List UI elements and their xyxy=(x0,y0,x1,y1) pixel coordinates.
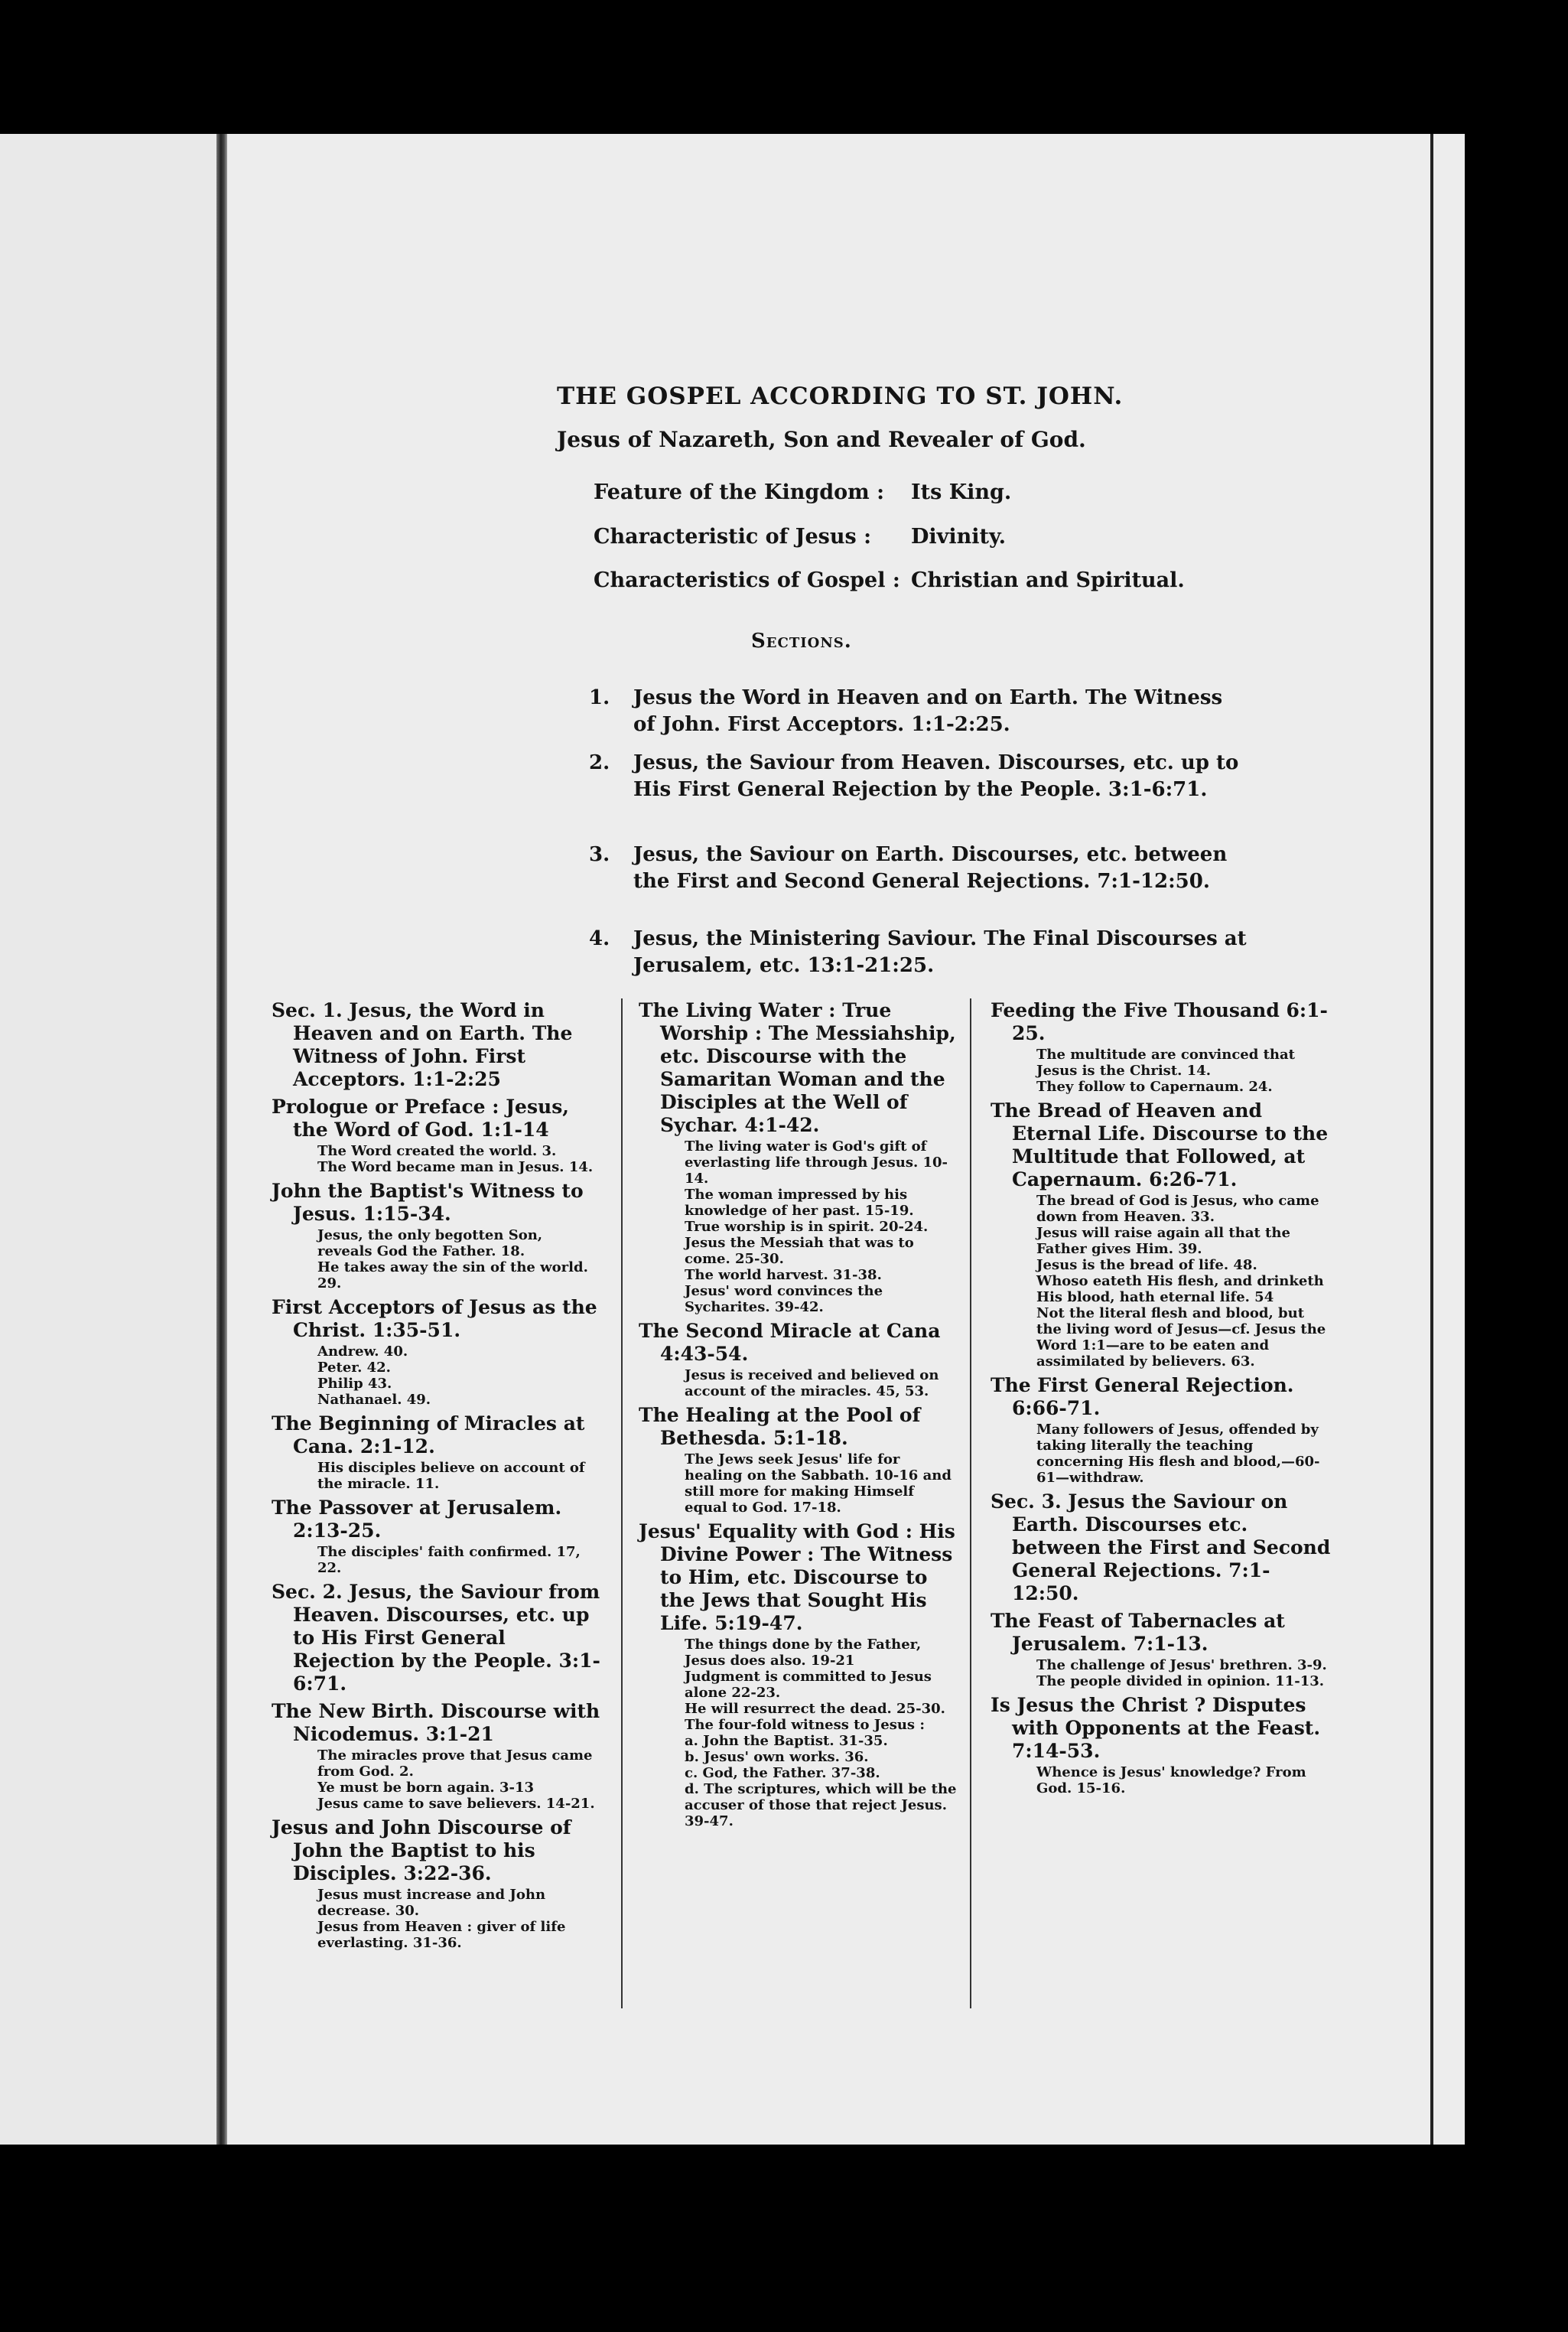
outline-entry xyxy=(639,1520,964,1829)
outline-entry xyxy=(991,1610,1335,1689)
entry-notes xyxy=(272,1747,600,1812)
entry-notes xyxy=(991,1764,1335,1796)
entry-note: They follow to Capernaum. 24. xyxy=(1036,1079,1273,1095)
entry-note: The disciples' faith confirmed. 17, 22. xyxy=(317,1544,581,1576)
entry-note: Whence is Jesus' knowledge? From God. 15-16. xyxy=(1036,1764,1306,1796)
entry-note: Jesus' word convinces the Sycharites. 39-42. xyxy=(685,1283,883,1315)
entry-heading: Prologue or Preface : Jesus, the Word of God. 1:1-14 xyxy=(272,1096,569,1141)
sections-heading: Sections. xyxy=(751,630,852,653)
section-summary xyxy=(589,750,1247,803)
entry-notes xyxy=(272,1143,600,1175)
entry-heading: Jesus and John Discourse of John the Baptist to his Disciples. 3:22-36. xyxy=(272,1816,571,1884)
entry-heading: Jesus' Equality with God : His Divine Power : The Witness to Him, etc. Discourse to the Jews that Sought His Life. 5:19-47. xyxy=(639,1520,955,1634)
entry-heading: The Passover at Jerusalem. 2:13-25. xyxy=(272,1497,562,1542)
outline-entry xyxy=(991,1490,1335,1605)
outline-column-3 xyxy=(991,995,1335,1799)
entry-heading: The Feast of Tabernacles at Jerusalem. 7:1-13. xyxy=(991,1610,1285,1655)
characteristic-label: Characteristic of Jesus : xyxy=(594,525,872,549)
entry-note: The bread of God is Jesus, who came down from Heaven. 33. xyxy=(1036,1193,1319,1225)
entry-notes xyxy=(639,1138,964,1315)
section-summary xyxy=(589,842,1247,895)
outline-entry xyxy=(272,1497,600,1576)
entry-notes xyxy=(272,1887,600,1951)
entry-heading: Feeding the Five Thousand 6:1-25. xyxy=(991,999,1328,1044)
outline-entry xyxy=(272,999,600,1091)
outline-entry xyxy=(991,1694,1335,1796)
entry-notes xyxy=(991,1422,1335,1486)
entry-notes xyxy=(272,1544,600,1576)
outline-entry xyxy=(272,1296,600,1408)
entry-heading: The Bread of Heaven and Eternal Life. Discourse to the Multitude that Followed, at Capernaum. 6:26-71. xyxy=(991,1099,1329,1190)
entry-note: d. The scriptures, which will be the accuser of those that reject Jesus. 39-47. xyxy=(685,1781,957,1829)
section-text: Jesus, the Ministering Saviour. The Final Discourses at Jerusalem, etc. 13:1-21:25. xyxy=(633,927,1247,977)
entry-note: The miracles prove that Jesus came from God. 2. xyxy=(317,1747,593,1780)
entry-notes xyxy=(639,1637,964,1829)
entry-note: The people divided in opinion. 11-13. xyxy=(1036,1673,1325,1689)
entry-note: The Jews seek Jesus' life for healing on the Sabbath. 10-16 and still more for making Himself equal to God. 17-18. xyxy=(685,1451,952,1516)
outline-entry xyxy=(272,1816,600,1951)
entry-note: He will resurrect the dead. 25-30. xyxy=(685,1701,945,1717)
outline-entry xyxy=(272,1581,600,1695)
entry-note: Many followers of Jesus, offended by taking literally the teaching concerning His flesh and blood,—60-61—withdraw. xyxy=(1036,1422,1320,1486)
entry-heading: First Acceptors of Jesus as the Christ. 1:35-51. xyxy=(272,1296,597,1341)
entry-note: Jesus, the only begotten Son, reveals God the Father. 18. xyxy=(317,1227,543,1259)
entry-note: Jesus came to save believers. 14-21. xyxy=(317,1796,595,1812)
outline-entry xyxy=(272,1412,600,1492)
section-summary xyxy=(589,685,1247,738)
facing-page-edge xyxy=(0,134,222,2145)
characteristic-row xyxy=(594,525,1006,549)
entry-note: Nathanael. 49. xyxy=(317,1392,431,1408)
entry-note: He takes away the sin of the world. 29. xyxy=(317,1259,588,1291)
entry-note: Judgment is committed to Jesus alone 22-23. xyxy=(685,1669,932,1701)
entry-note: The world harvest. 31-38. xyxy=(685,1267,882,1283)
entry-heading: The Living Water : True Worship : The Messiahship, etc. Discourse with the Samaritan Woman and the Disciples at the Well of Sychar. 4:1-42. xyxy=(639,999,956,1136)
section-number: 4. xyxy=(589,927,610,950)
page-subtitle: Jesus of Nazareth, Son and Revealer of God. xyxy=(557,427,1086,452)
page-title: THE GOSPEL ACCORDING TO ST. JOHN. xyxy=(557,383,1124,410)
entry-note: b. Jesus' own works. 36. xyxy=(685,1749,869,1765)
entry-notes xyxy=(639,1367,964,1399)
entry-notes xyxy=(272,1460,600,1492)
entry-note: Jesus must increase and John decrease. 30. xyxy=(317,1887,546,1919)
section-text: Jesus, the Saviour on Earth. Discourses, etc. between the First and Second General Rejections. 7:1-12:50. xyxy=(633,843,1228,893)
outline-entry xyxy=(991,1374,1335,1486)
entry-heading: Sec. 2. Jesus, the Saviour from Heaven. Discourses, etc. up to His First General Rejection by the People. 3:1-6:71. xyxy=(272,1581,600,1695)
entry-heading: The New Birth. Discourse with Nicodemus. 3:1-21 xyxy=(272,1700,600,1745)
entry-note: Whoso eateth His flesh, and drinketh His blood, hath eternal life. 54 xyxy=(1036,1273,1324,1305)
entry-note: The Word became man in Jesus. 14. xyxy=(317,1159,594,1175)
entry-note: Jesus the Messiah that was to come. 25-30. xyxy=(685,1235,914,1267)
book-binding xyxy=(216,134,227,2145)
characteristic-label: Characteristics of Gospel : xyxy=(594,568,900,592)
section-text: Jesus the Word in Heaven and on Earth. The Witness of John. First Acceptors. 1:1-2:25. xyxy=(633,686,1223,736)
characteristic-value: Christian and Spiritual. xyxy=(911,568,1185,592)
entry-note: The Word created the world. 3. xyxy=(317,1143,557,1159)
outline-entry xyxy=(991,1099,1335,1370)
outline-entry xyxy=(639,1404,964,1516)
entry-note: Philip 43. xyxy=(317,1376,392,1392)
entry-note: a. John the Baptist. 31-35. xyxy=(685,1733,888,1749)
entry-notes xyxy=(639,1451,964,1516)
outline-entry xyxy=(639,1320,964,1399)
entry-heading: The Beginning of Miracles at Cana. 2:1-12. xyxy=(272,1412,585,1458)
outline-column-2 xyxy=(639,995,964,1832)
entry-notes xyxy=(991,1193,1335,1370)
entry-notes xyxy=(991,1047,1335,1095)
outline-entry xyxy=(272,1180,600,1291)
column-divider xyxy=(970,998,971,2008)
entry-note: The challenge of Jesus' brethren. 3-9. xyxy=(1036,1657,1327,1673)
page-right-edge xyxy=(1430,134,1433,2145)
section-summary xyxy=(589,926,1247,979)
section-number: 2. xyxy=(589,751,610,774)
entry-notes xyxy=(272,1227,600,1291)
entry-notes xyxy=(991,1657,1335,1689)
entry-note: Andrew. 40. xyxy=(317,1344,408,1360)
characteristic-row xyxy=(594,480,1011,504)
entry-notes xyxy=(272,1344,600,1408)
outline-entry xyxy=(991,999,1335,1095)
entry-note: The multitude are convinced that Jesus is the Christ. 14. xyxy=(1036,1047,1295,1079)
outline-entry xyxy=(272,1700,600,1812)
characteristic-value: Its King. xyxy=(911,480,1012,504)
entry-note: Not the literal flesh and blood, but the living word of Jesus—cf. Jesus the Word 1:1—are to be eaten and assimilated by believers. 63. xyxy=(1036,1305,1326,1370)
section-text: Jesus, the Saviour from Heaven. Discourses, etc. up to His First General Rejection by the People. 3:1-6:71. xyxy=(633,751,1239,801)
entry-note: Jesus from Heaven : giver of life everlasting. 31-36. xyxy=(317,1919,566,1951)
entry-heading: Is Jesus the Christ ? Disputes with Opponents at the Feast. 7:14-53. xyxy=(991,1694,1321,1762)
column-divider xyxy=(621,998,623,2008)
entry-note: The living water is God's gift of everlasting life through Jesus. 10-14. xyxy=(685,1138,948,1187)
entry-note: His disciples believe on account of the miracle. 11. xyxy=(317,1460,585,1492)
entry-note: The woman impressed by his knowledge of her past. 15-19. xyxy=(685,1187,914,1219)
entry-note: The four-fold witness to Jesus : xyxy=(685,1717,925,1733)
entry-note: Jesus is received and believed on account of the miracles. 45, 53. xyxy=(685,1367,939,1399)
entry-note: True worship is in spirit. 20-24. xyxy=(685,1219,929,1235)
entry-note: Peter. 42. xyxy=(317,1360,391,1376)
entry-note: Jesus will raise again all that the Father gives Him. 39. xyxy=(1036,1225,1290,1257)
characteristic-row xyxy=(594,568,1185,592)
section-number: 3. xyxy=(589,843,610,866)
entry-note: c. God, the Father. 37-38. xyxy=(685,1765,880,1781)
entry-note: Ye must be born again. 3-13 xyxy=(317,1780,534,1796)
outline-entry xyxy=(272,1096,600,1175)
outline-column-1 xyxy=(272,995,600,1954)
entry-heading: Sec. 3. Jesus the Saviour on Earth. Discourses etc. between the First and Second General Rejections. 7:1-12:50. xyxy=(991,1490,1331,1604)
entry-note: Jesus is the bread of life. 48. xyxy=(1036,1257,1257,1273)
section-number: 1. xyxy=(589,686,610,709)
characteristic-label: Feature of the Kingdom : xyxy=(594,480,885,504)
outline-entry xyxy=(639,999,964,1315)
entry-heading: The Second Miracle at Cana 4:43-54. xyxy=(639,1320,941,1365)
entry-heading: John the Baptist's Witness to Jesus. 1:15-34. xyxy=(272,1180,584,1225)
characteristic-value: Divinity. xyxy=(911,525,1006,549)
entry-heading: Sec. 1. Jesus, the Word in Heaven and on Earth. The Witness of John. First Acceptors. 1:1-2:25 xyxy=(272,999,573,1090)
entry-heading: The First General Rejection. 6:66-71. xyxy=(991,1374,1294,1419)
entry-note: The things done by the Father, Jesus does also. 19-21 xyxy=(685,1637,922,1669)
entry-heading: The Healing at the Pool of Bethesda. 5:1-18. xyxy=(639,1404,921,1449)
